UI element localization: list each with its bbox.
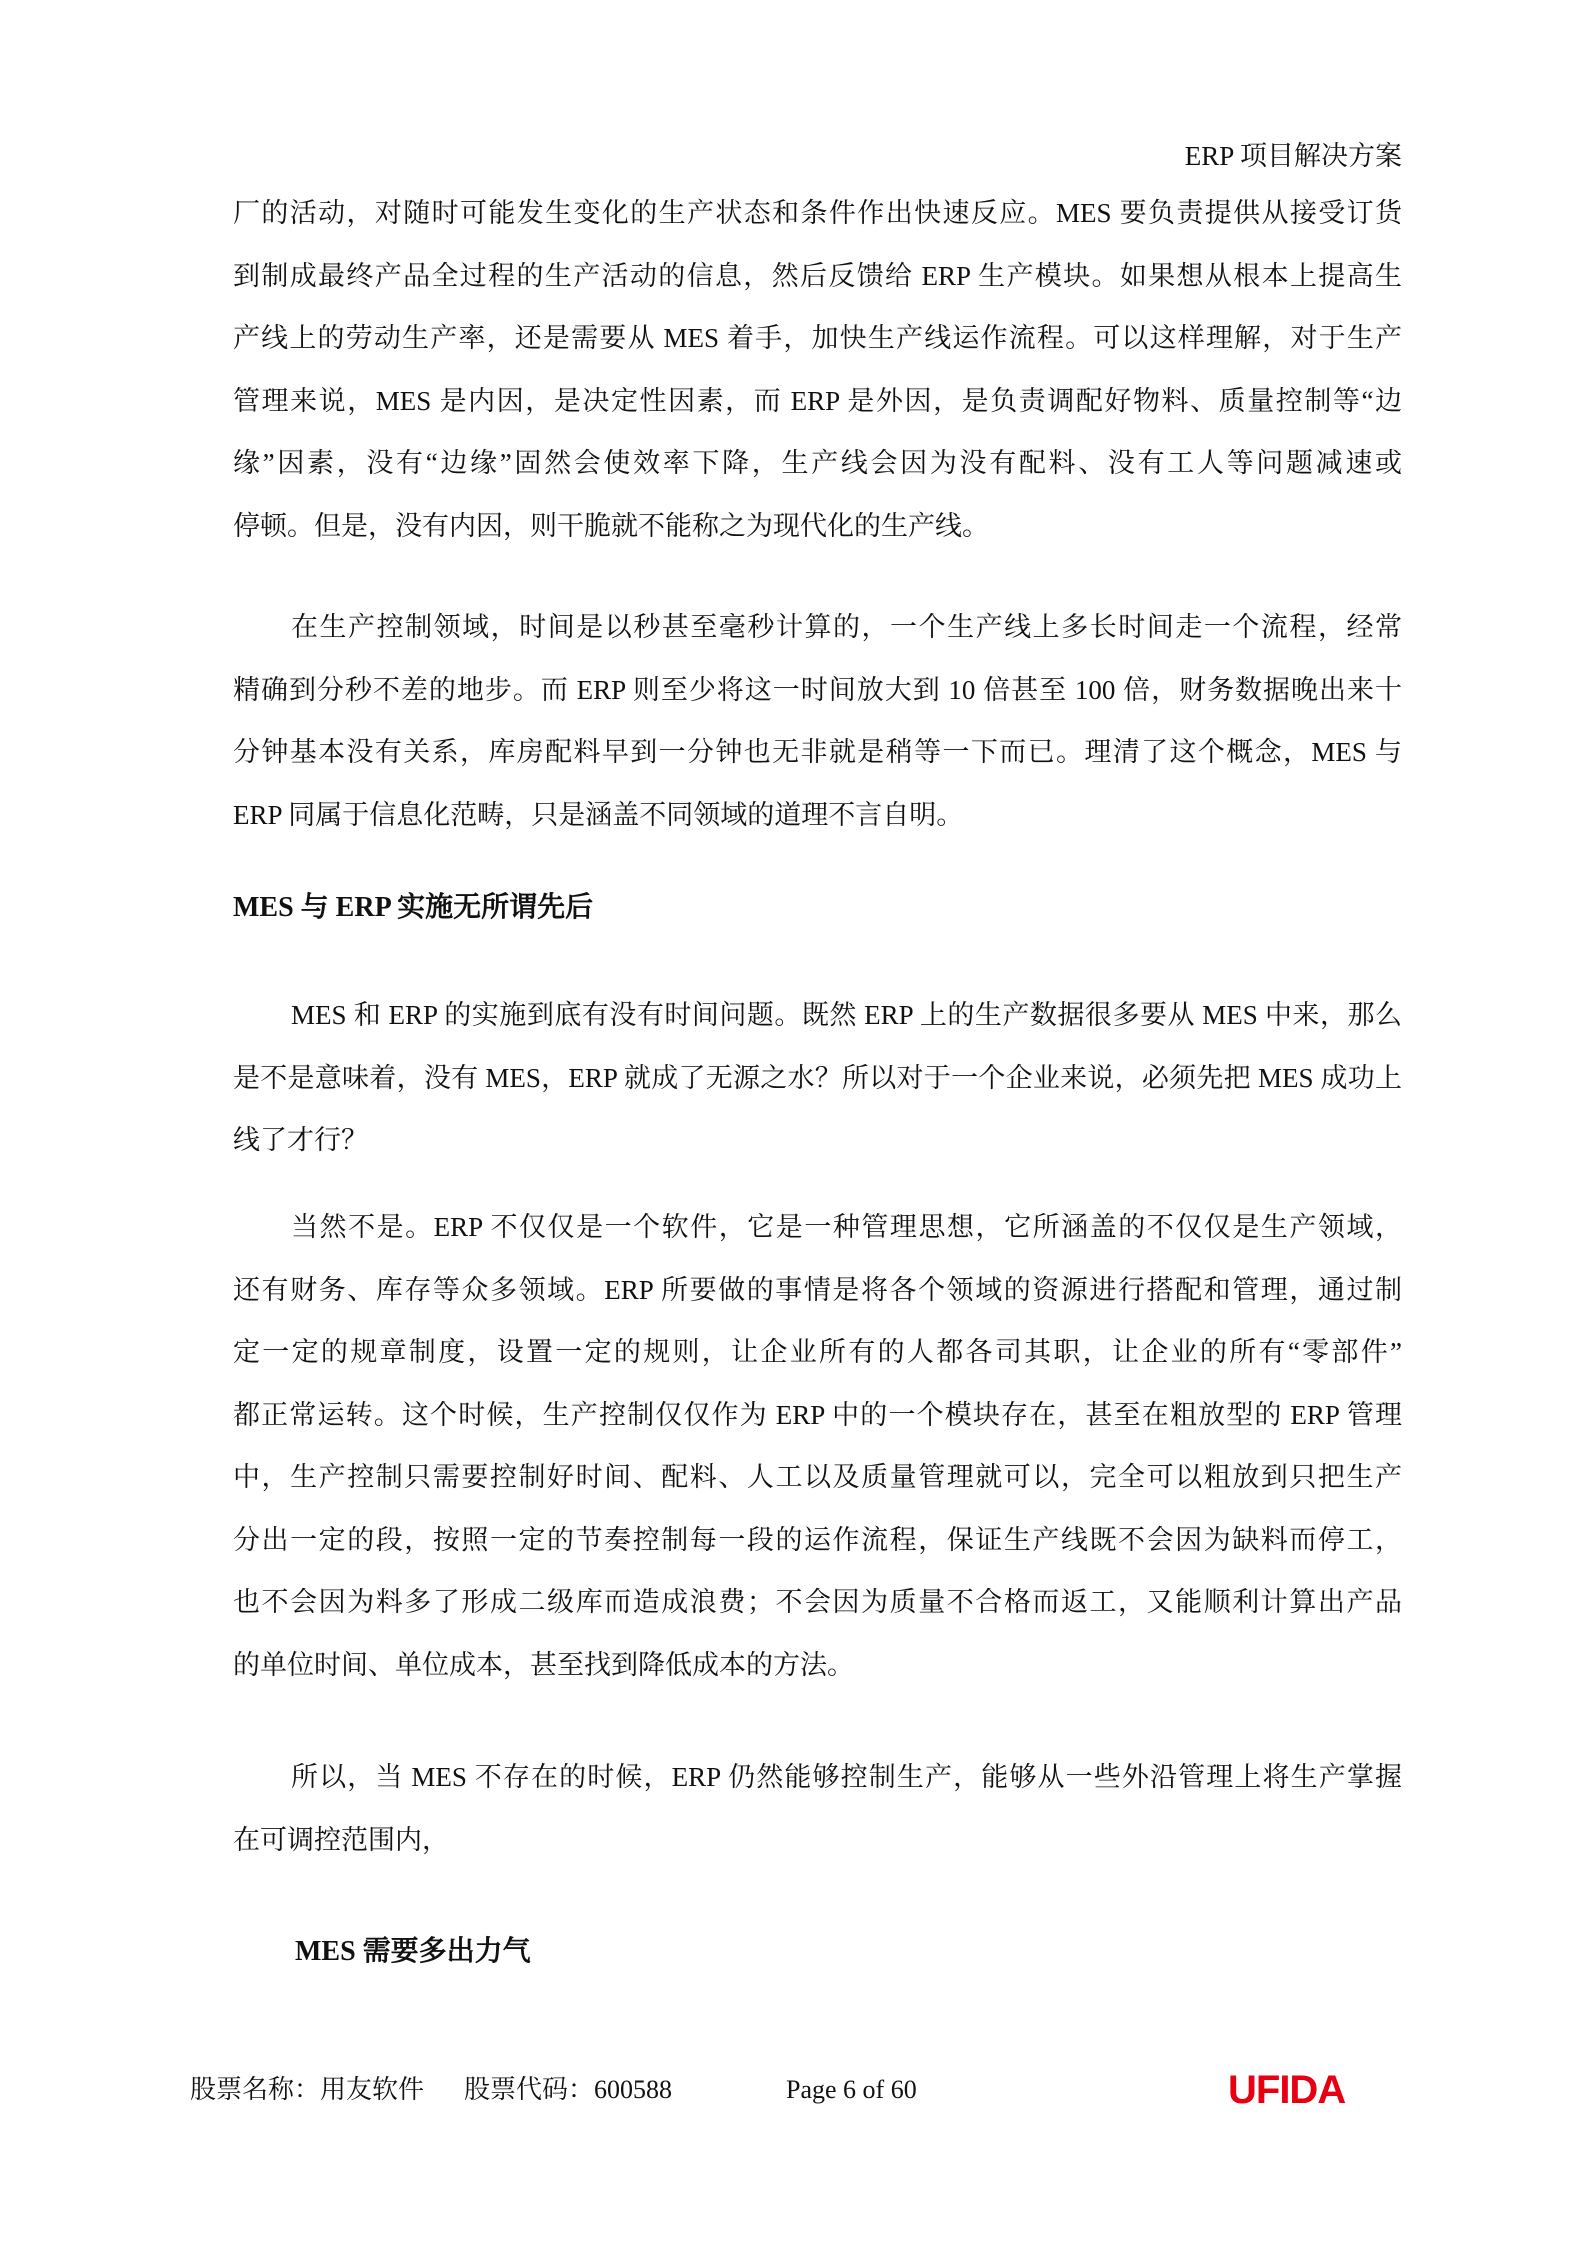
page-footer — [0, 2068, 1587, 2116]
text-line: 当然不是。ERP 不仅仅是一个软件，它是一种管理思想，它所涵盖的不仅仅是生产领域， — [291, 1212, 1402, 1242]
text-line: 分钟基本没有关系，库房配料早到一分钟也无非就是稍等一下而已。理清了这个概念，MES 与 — [233, 737, 1402, 767]
stock-name-label: 股票名称：用友软件 — [190, 2075, 425, 2104]
paragraph — [233, 984, 1402, 1172]
paragraph — [233, 596, 1402, 846]
text-line: 管理来说，MES 是内因，是决定性因素，而 ERP 是外因，是负责调配好物料、质量控制等“边 — [233, 385, 1402, 416]
text-line: 中，生产控制只需要控制好时间、配料、人工以及质量管理就可以，完全可以粗放到只把生产 — [233, 1462, 1402, 1492]
paragraph — [233, 1746, 1402, 1871]
text-line: 都正常运转。这个时候，生产控制仅仅作为 ERP 中的一个模块存在，甚至在粗放型的 ERP 管理 — [233, 1399, 1402, 1430]
text-line: 缘”因素，没有“边缘”固然会使效率下降，生产线会因为没有配料、没有工人等问题减速或 — [233, 448, 1402, 478]
text-line: 也不会因为料多了形成二级库而造成浪费；不会因为质量不合格而返工，又能顺利计算出产品 — [233, 1587, 1402, 1617]
stock-code-label: 股票代码：600588 — [464, 2075, 673, 2104]
paragraph — [233, 1196, 1402, 1696]
text-line: 产线上的劳动生产率，还是需要从 MES 着手，加快生产线运作流程。可以这样理解，对于生产 — [233, 323, 1402, 353]
ufida-logo: UFIDA — [1228, 2068, 1346, 2112]
text-line: 在生产控制领域，时间是以秒甚至毫秒计算的，一个生产线上多长时间走一个流程，经常 — [291, 612, 1402, 642]
text-line: 所以，当 MES 不存在的时候，ERP 仍然能够控制生产，能够从一些外沿管理上将生产掌握 — [291, 1762, 1402, 1792]
text-line: 还有财务、库存等众多领域。ERP 所要做的事情是将各个领域的资源进行搭配和管理，通过制 — [233, 1274, 1402, 1305]
text-line: ERP 同属于信息化范畴，只是涵盖不同领域的道理不言自明。 — [233, 799, 964, 830]
page-number: Page 6 of 60 — [786, 2075, 917, 2104]
text-line: 的单位时间、单位成本，甚至找到降低成本的方法。 — [233, 1649, 854, 1680]
text-line: 线了才行？ — [233, 1125, 368, 1155]
page-header-title: ERP 项目解决方案 — [1184, 141, 1402, 171]
paragraph — [233, 182, 1402, 557]
text-line: 在可调控范围内， — [233, 1824, 449, 1855]
text-line: 分出一定的段，按照一定的节奏控制每一段的运作流程，保证生产线既不会因为缺料而停工， — [233, 1524, 1402, 1555]
footer-stock-info — [190, 2068, 672, 2112]
text-line: 定一定的规章制度，设置一定的规则，让企业所有的人都各司其职，让企业的所有“零部件” — [233, 1337, 1402, 1367]
text-line: 到制成最终产品全过程的生产活动的信息，然后反馈给 ERP 生产模块。如果想从根本上提高生 — [233, 260, 1402, 291]
text-line: 精确到分秒不差的地步。而 ERP 则至少将这一时间放大到 10 倍甚至 100 倍，财务数据晚出来十 — [233, 674, 1402, 705]
text-line: 是不是意味着，没有 MES，ERP 就成了无源之水？所以对于一个企业来说，必须先把 MES 成功上 — [233, 1062, 1402, 1093]
section-heading: MES 与 ERP 实施无所谓先后 — [233, 892, 594, 923]
text-line: MES 和 ERP 的实施到底有没有时间问题。既然 ERP 上的生产数据很多要从 MES 中来，那么 — [291, 1000, 1402, 1030]
section-heading: MES 需要多出力气 — [295, 1936, 531, 1967]
text-line: 厂的活动，对随时可能发生变化的生产状态和条件作出快速反应。MES 要负责提供从接受订货 — [233, 198, 1402, 228]
text-line: 停顿。但是，没有内因，则干脆就不能称之为现代化的生产线。 — [233, 510, 989, 541]
